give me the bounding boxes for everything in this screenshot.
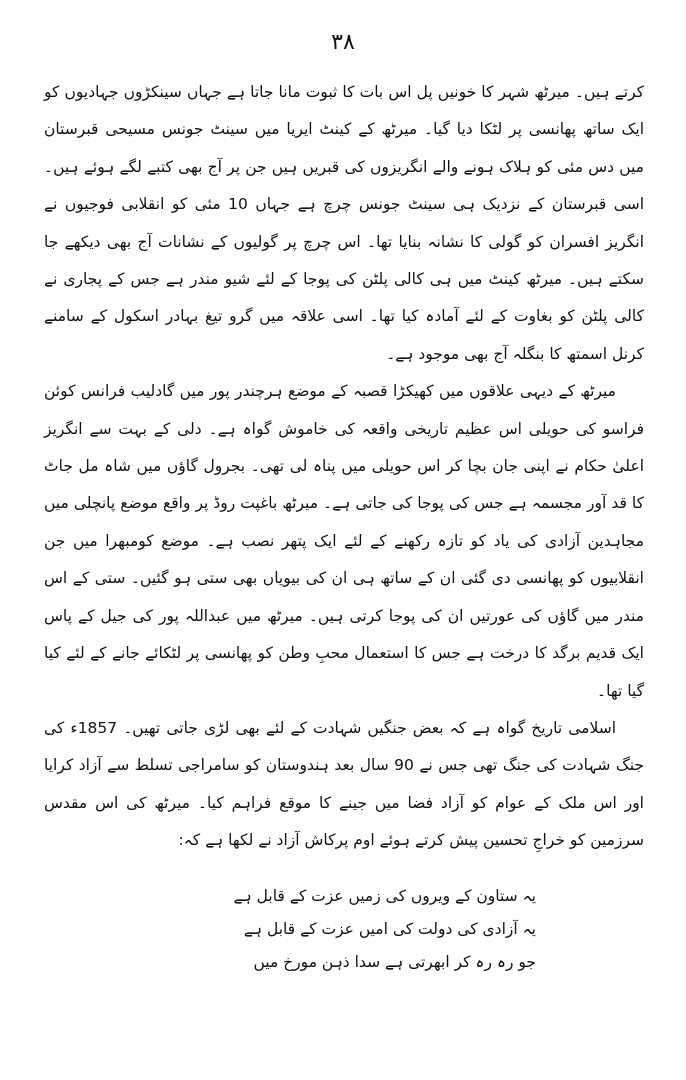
poem-line: جو رہ رہ کر ابھرتی ہے سدا ذہن مورخ میں — [253, 953, 536, 971]
poem-line: یہ آزادی کی دولت کی امیں عزت کے قابل ہے — [243, 920, 536, 938]
page-number: ۳۸ — [331, 30, 355, 55]
paragraph-rural-memorials: میرٹھ کے دیہی علاقوں میں کھیکڑا قصبہ کے موضع ہرچندر پور میں گادلیب فرانس کوئن فراسو کی حویلی اس عظیم تاریخی واقعہ کی خاموش گواہ ہے۔ دلی کے بہت سے انگریز اعلیٰ حکام نے اپنی جان بچا کر اس حویلی میں پناہ لی تھی۔ بجرول گاؤں میں شاہ مل جاٹ کا قد آور مجسمہ ہے جس کی پوجا کی جاتی ہے۔ میرٹھ باغپت روڈ پر واقع موضع پانچلی میں مجاہدین آزادی کی یاد کو تازہ رکھنے کے لئے ایک پتھر نصب ہے۔ موضع کومبھرا میں جن انقلابیوں کو پھانسی دی گئی ان کے ساتھ ہی ان کی بیویاں بھی ستی ہو گئیں۔ ستی کے اس مندر میں گاؤں کی عورتیں ان کی پوجا کرتی ہیں۔ میرٹھ میں عبداللہ پور کی جیل کے پاس ایک قدیم برگد کا درخت ہے جس کا استعمال محبِ وطن کو پھانسی پر لٹکائے جانے کے لئے کیا گیا تھا۔ — [44, 382, 644, 700]
body-text — [44, 74, 644, 860]
paragraph-islamic-history: اسلامی تاریخ گواہ ہے کہ بعض جنگیں شہادت کے لئے بھی لڑی جاتی تھیں۔ 1857ء کی جنگ شہادت کی جنگ تھی جس نے 90 سال بعد ہندوستان کو سامراجی تسلط سے آزاد کرایا اور اس ملک کے عوام کو آزاد فضا میں جینے کا موقع فراہم کیا۔ میرٹھ کی اس مقدس سرزمین کو خراجِ تحسین پیش کرتے ہوئے اوم پرکاش آزاد نے لکھا ہے کہ: — [44, 718, 645, 850]
paragraph-meerut-sites: کرتے ہیں۔ میرٹھ شہر کا خونیں پل اس بات کا ثبوت مانا جاتا ہے جہاں سینکڑوں جہادیوں کو ایک ساتھ پھانسی پر لٹکا دیا گیا۔ میرٹھ کے کینٹ ایریا میں سینٹ جونس مسیحی قبرستان میں دس مئی کو ہلاک ہونے والے انگریزوں کی قبریں ہیں جن پر آج بھی کتبے لگے ہوئے ہیں۔ اسی قبرستان کے نزدیک ہی سینٹ جونس چرچ ہے جہاں 10 مئی کو انقلابی فوجیوں نے انگریز افسران کو گولی کا نشانہ بنایا تھا۔ اس چرچ پر گولیوں کے نشانات آج بھی دیکھے جا سکتے ہیں۔ میرٹھ کینٹ میں ہی کالی پلٹن کی پوجا کے لئے شیو مندر ہے جس کے پجاری نے کالی پلٹن کو بغاوت کے لئے آمادہ کیا تھا۔ اسی علاقہ میں گرو تیغ بہادر اسکول کے سامنے کرنل اسمتھ کا بنگلہ آج بھی موجود ہے۔ — [44, 83, 645, 363]
poem-line: یہ ستاون کے ویروں کی زمیں عزت کے قابل ہے — [233, 887, 536, 905]
poem-block — [170, 880, 536, 979]
